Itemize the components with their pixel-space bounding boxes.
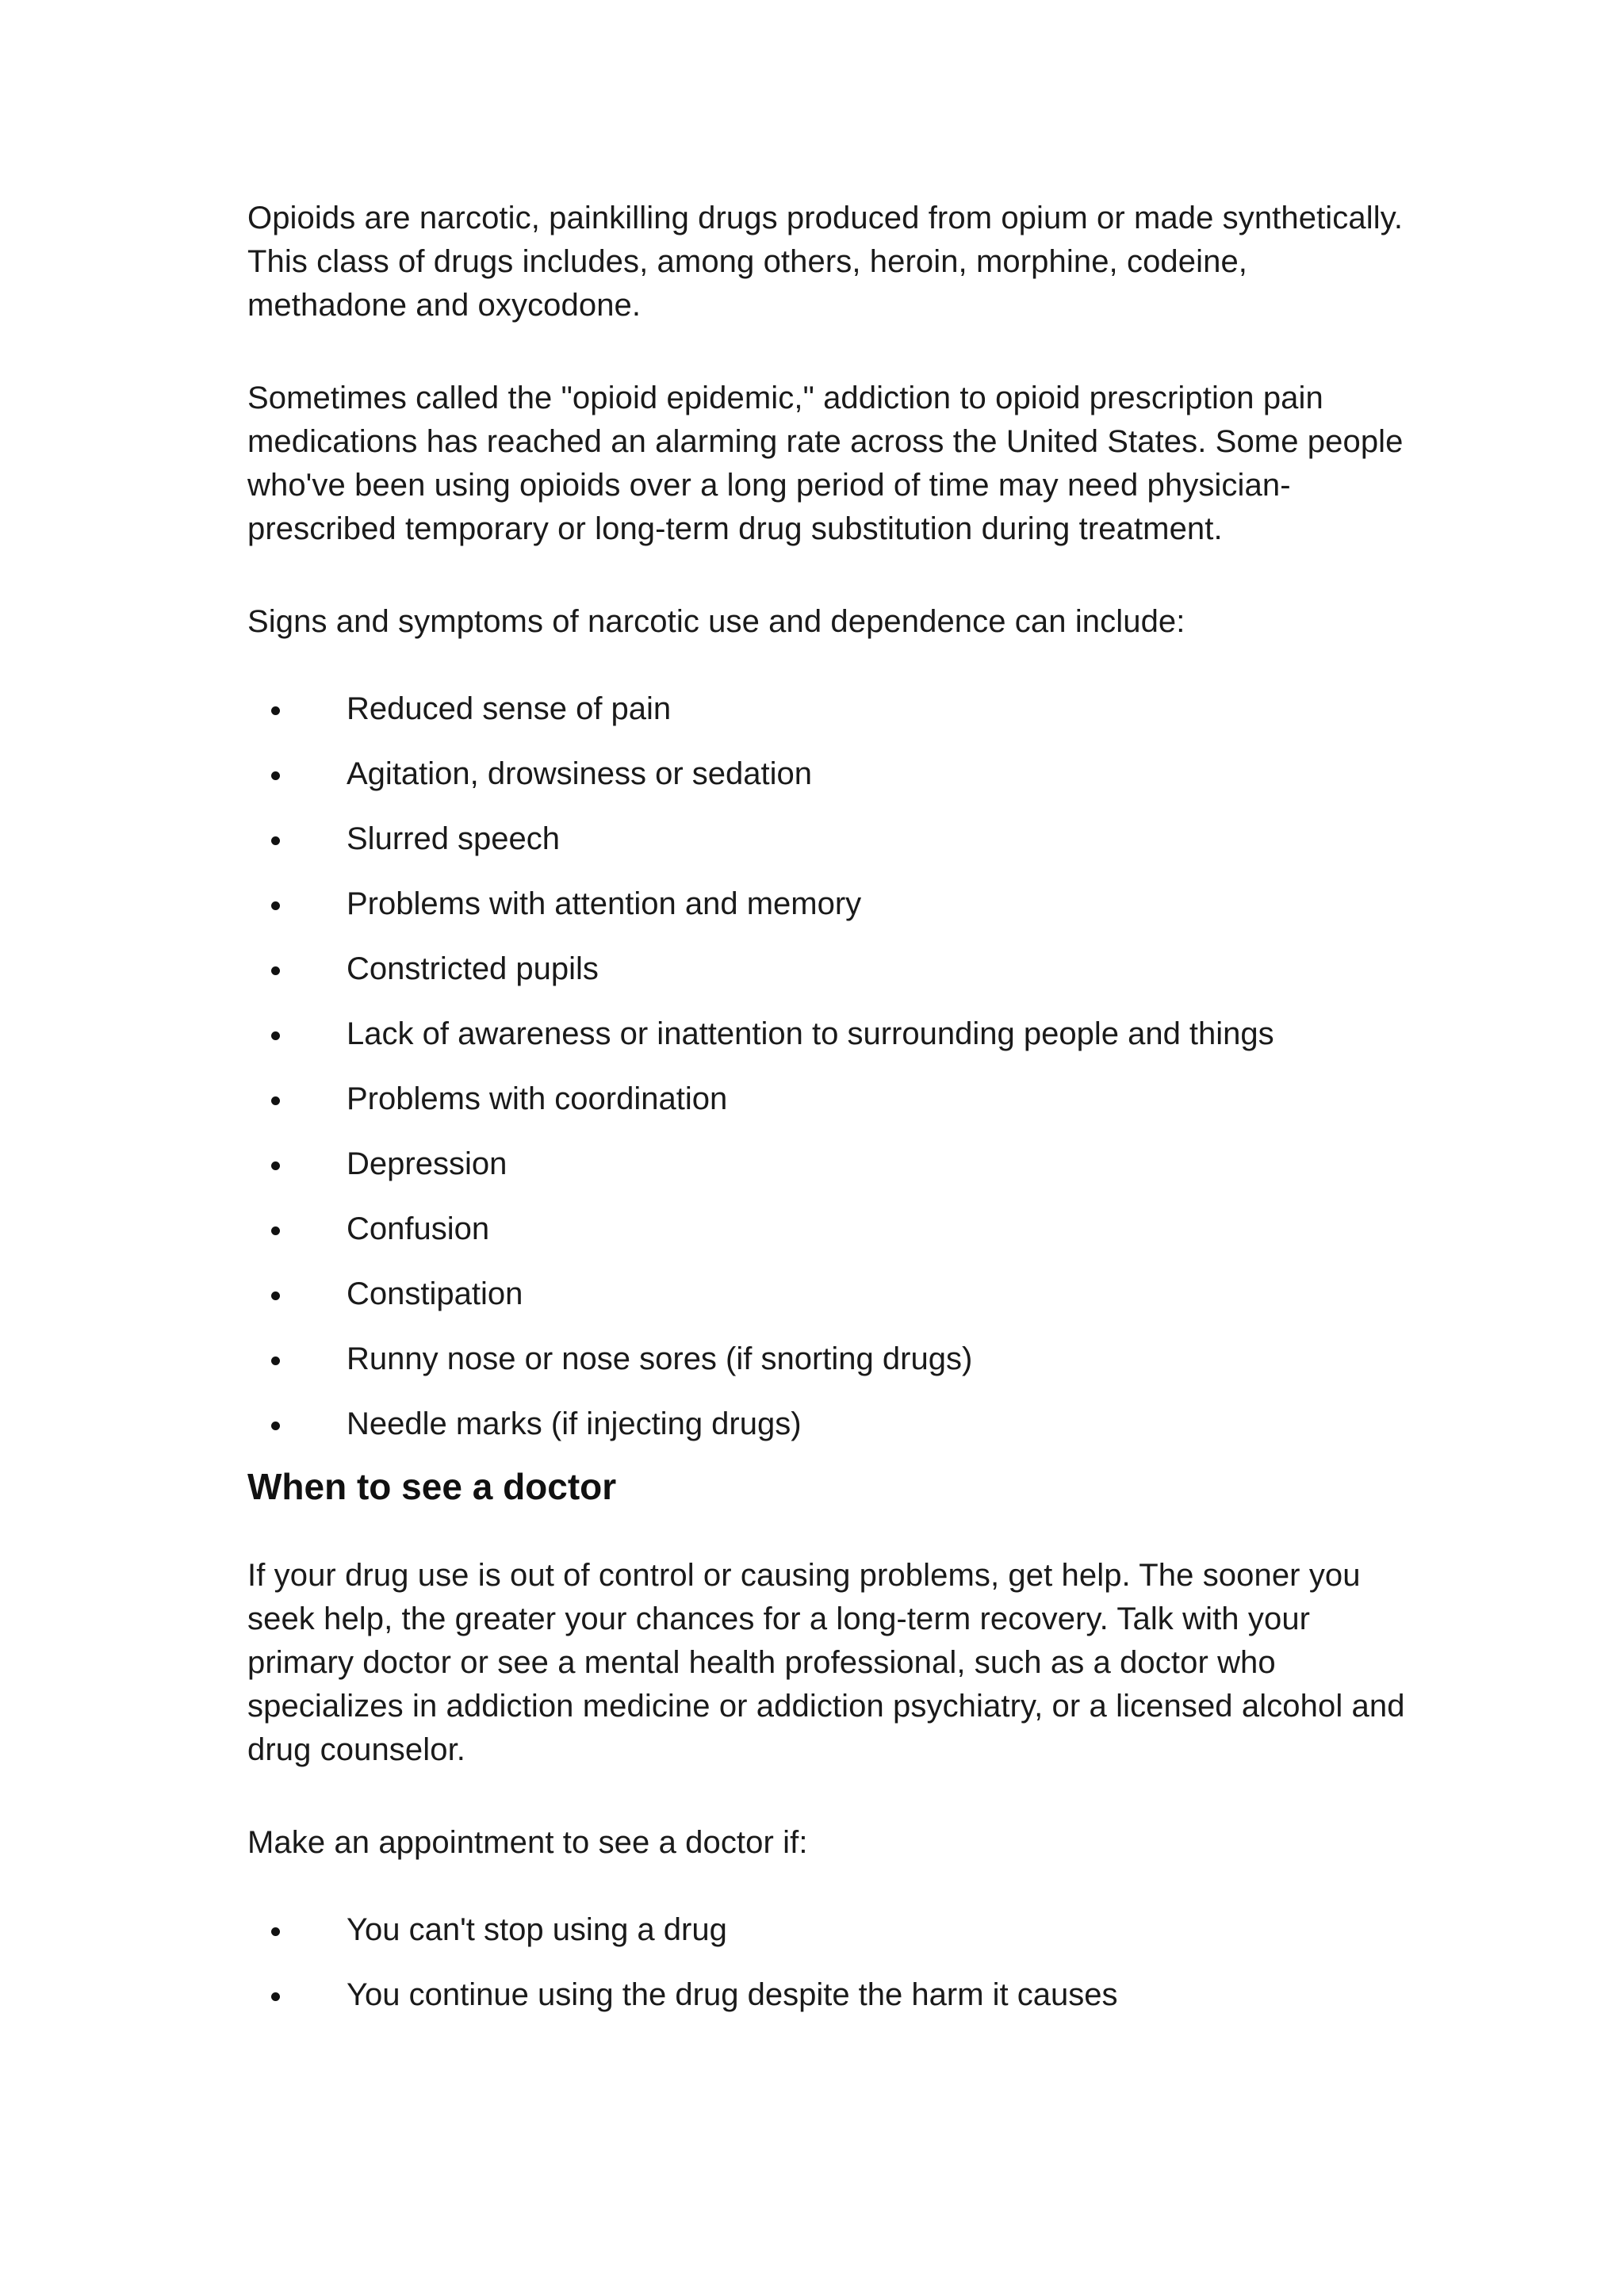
bullet-icon: [271, 1292, 280, 1300]
bullet-icon: [271, 1161, 280, 1170]
section-heading-when-to-see-doctor: When to see a doctor: [247, 1466, 617, 1507]
list-item: Depression: [247, 1142, 1405, 1207]
list-item: Constipation: [247, 1272, 1405, 1337]
appointment-reasons-list: [247, 1908, 1405, 2038]
list-item: Lack of awareness or inattention to surrounding people and things: [247, 1012, 1405, 1077]
bullet-icon: [271, 1992, 280, 2001]
symptoms-list: [247, 687, 1405, 1468]
list-item: You can't stop using a drug: [247, 1908, 1405, 1973]
list-item: Needle marks (if injecting drugs): [247, 1402, 1405, 1468]
list-item: Constricted pupils: [247, 947, 1405, 1012]
bullet-icon: [271, 1422, 280, 1430]
bullet-icon: [271, 1357, 280, 1365]
bullet-icon: [271, 966, 280, 975]
list-item: Reduced sense of pain: [247, 687, 1405, 752]
bullet-icon: [271, 1226, 280, 1235]
bullet-icon: [271, 1927, 280, 1936]
intro-paragraph-opioids: Opioids are narcotic, painkilling drugs produced from opium or made synthetically. This class of drugs includes, among others, heroin, morphine, codeine, methadone and oxycodone.: [247, 201, 1404, 323]
doctor-paragraph-appointment: Make an appointment to see a doctor if:: [247, 1825, 808, 1860]
intro-paragraph-epidemic: Sometimes called the "opioid epidemic," addiction to opioid prescription pain medications has reached an alarming rate across the United States. Some people who've been using opioids over a long period of time may need physician-prescribed temporary or long-term drug substitution during treatment.: [247, 381, 1404, 546]
bullet-icon: [271, 1031, 280, 1040]
bullet-icon: [271, 901, 280, 910]
intro-paragraph-signs: Signs and symptoms of narcotic use and dependence can include:: [247, 604, 1185, 639]
bullet-icon: [271, 836, 280, 845]
list-item: Problems with coordination: [247, 1077, 1405, 1142]
doctor-paragraph-get-help: If your drug use is out of control or causing problems, get help. The sooner you seek help, the greater your chances for a long-term recovery. Talk with your primary doctor or see a mental health professional, such as a doctor who specializes in addiction medicine or addiction psychiatry, or a licensed alcohol and drug counselor.: [247, 1558, 1405, 1767]
list-item: You continue using the drug despite the harm it causes: [247, 1973, 1405, 2038]
list-item: Agitation, drowsiness or sedation: [247, 752, 1405, 817]
bullet-icon: [271, 1096, 280, 1105]
bullet-icon: [271, 706, 280, 715]
list-item: Confusion: [247, 1207, 1405, 1272]
bullet-icon: [271, 771, 280, 780]
list-item: Problems with attention and memory: [247, 882, 1405, 947]
document-page: [247, 197, 1405, 2038]
list-item: Runny nose or nose sores (if snorting drugs): [247, 1337, 1405, 1402]
list-item: Slurred speech: [247, 817, 1405, 882]
